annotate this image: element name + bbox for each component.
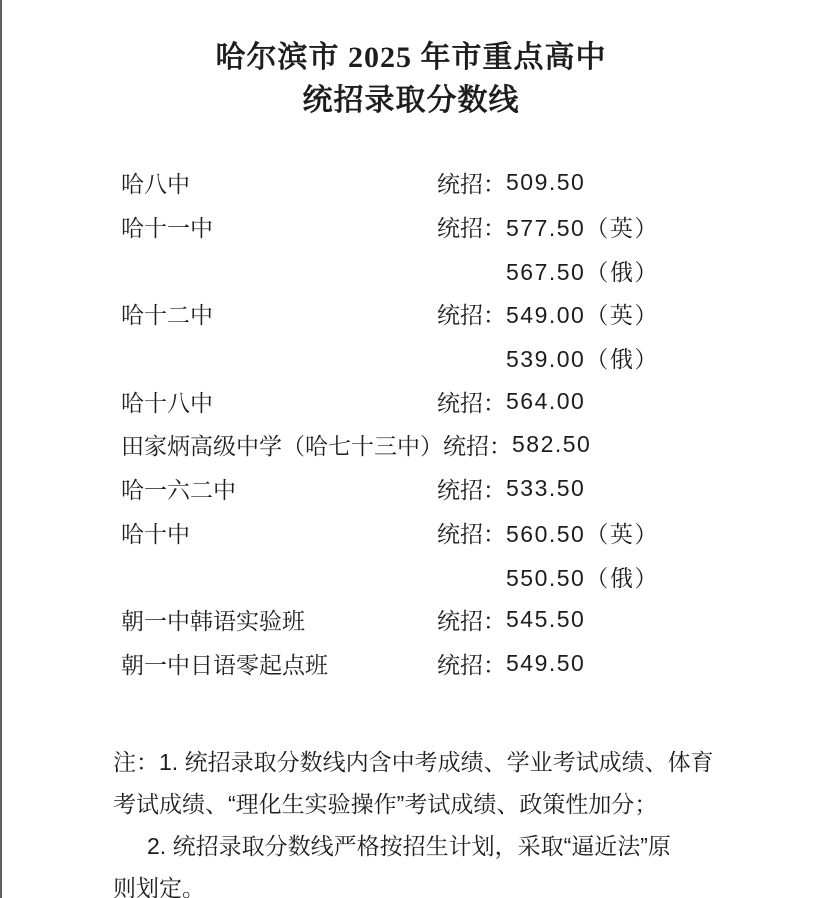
score-row [121, 467, 781, 511]
score-list [121, 161, 781, 685]
score-row [121, 554, 781, 598]
score-row [121, 642, 781, 686]
title-line-1: 哈尔滨市 2025 年市重点高中 [215, 41, 607, 74]
score-value: 550.50（俄） [506, 564, 659, 591]
score-value: 582.50 [512, 431, 592, 458]
school-name: 哈八中 [121, 171, 190, 198]
page-title [0, 36, 822, 122]
score-row [121, 292, 781, 336]
admission-type-label: 统招： [443, 433, 512, 460]
score-value: 545.50 [506, 606, 586, 633]
score-row [121, 205, 781, 249]
admission-type-label: 统招： [437, 651, 506, 678]
score-value: 509.50 [506, 169, 586, 196]
note-line: 注：1. 统招录取分数线内含中考成绩、学业考试成绩、体育 [113, 749, 714, 775]
school-name: 哈十八中 [121, 389, 213, 416]
score-row [121, 423, 781, 467]
school-name: 哈十二中 [121, 302, 213, 329]
score-value: 549.00（英） [506, 302, 659, 329]
admission-type-label: 统招： [437, 302, 506, 329]
scan-edge-line [0, 0, 2, 898]
score-value: 564.00 [506, 387, 586, 414]
admission-type-label: 统招： [437, 389, 506, 416]
score-value: 567.50（俄） [506, 258, 659, 285]
score-value: 539.00（俄） [506, 346, 659, 373]
school-name: 田家炳高级中学（哈七十三中） [121, 433, 443, 460]
score-value: 560.50（英） [506, 520, 659, 547]
score-row [121, 336, 781, 380]
school-name: 朝一中韩语实验班 [121, 608, 305, 635]
admission-type-label: 统招： [437, 608, 506, 635]
school-name: 哈一六二中 [121, 477, 236, 504]
admission-type-label: 统招： [437, 477, 506, 504]
score-row [121, 598, 781, 642]
score-row [121, 248, 781, 292]
note-line: 则划定。 [113, 875, 205, 898]
admission-type-label: 统招： [437, 171, 506, 198]
score-value: 533.50 [506, 475, 586, 502]
title-line-2: 统招录取分数线 [302, 84, 520, 117]
school-name: 哈十一中 [121, 215, 213, 242]
note-line: 考试成绩、“理化生实验操作”考试成绩、政策性加分； [113, 791, 658, 817]
admission-type-label: 统招： [437, 520, 506, 547]
score-value: 577.50（英） [506, 215, 659, 242]
school-name: 朝一中日语零起点班 [121, 651, 328, 678]
admission-type-label: 统招： [437, 215, 506, 242]
school-name: 哈十中 [121, 520, 190, 547]
score-row [121, 511, 781, 555]
score-value: 549.50 [506, 649, 586, 676]
score-row [121, 379, 781, 423]
score-row [121, 161, 781, 205]
notes-section [113, 741, 753, 898]
note-line: 2. 统招录取分数线严格按招生计划，采取“逼近法”原 [147, 833, 671, 859]
